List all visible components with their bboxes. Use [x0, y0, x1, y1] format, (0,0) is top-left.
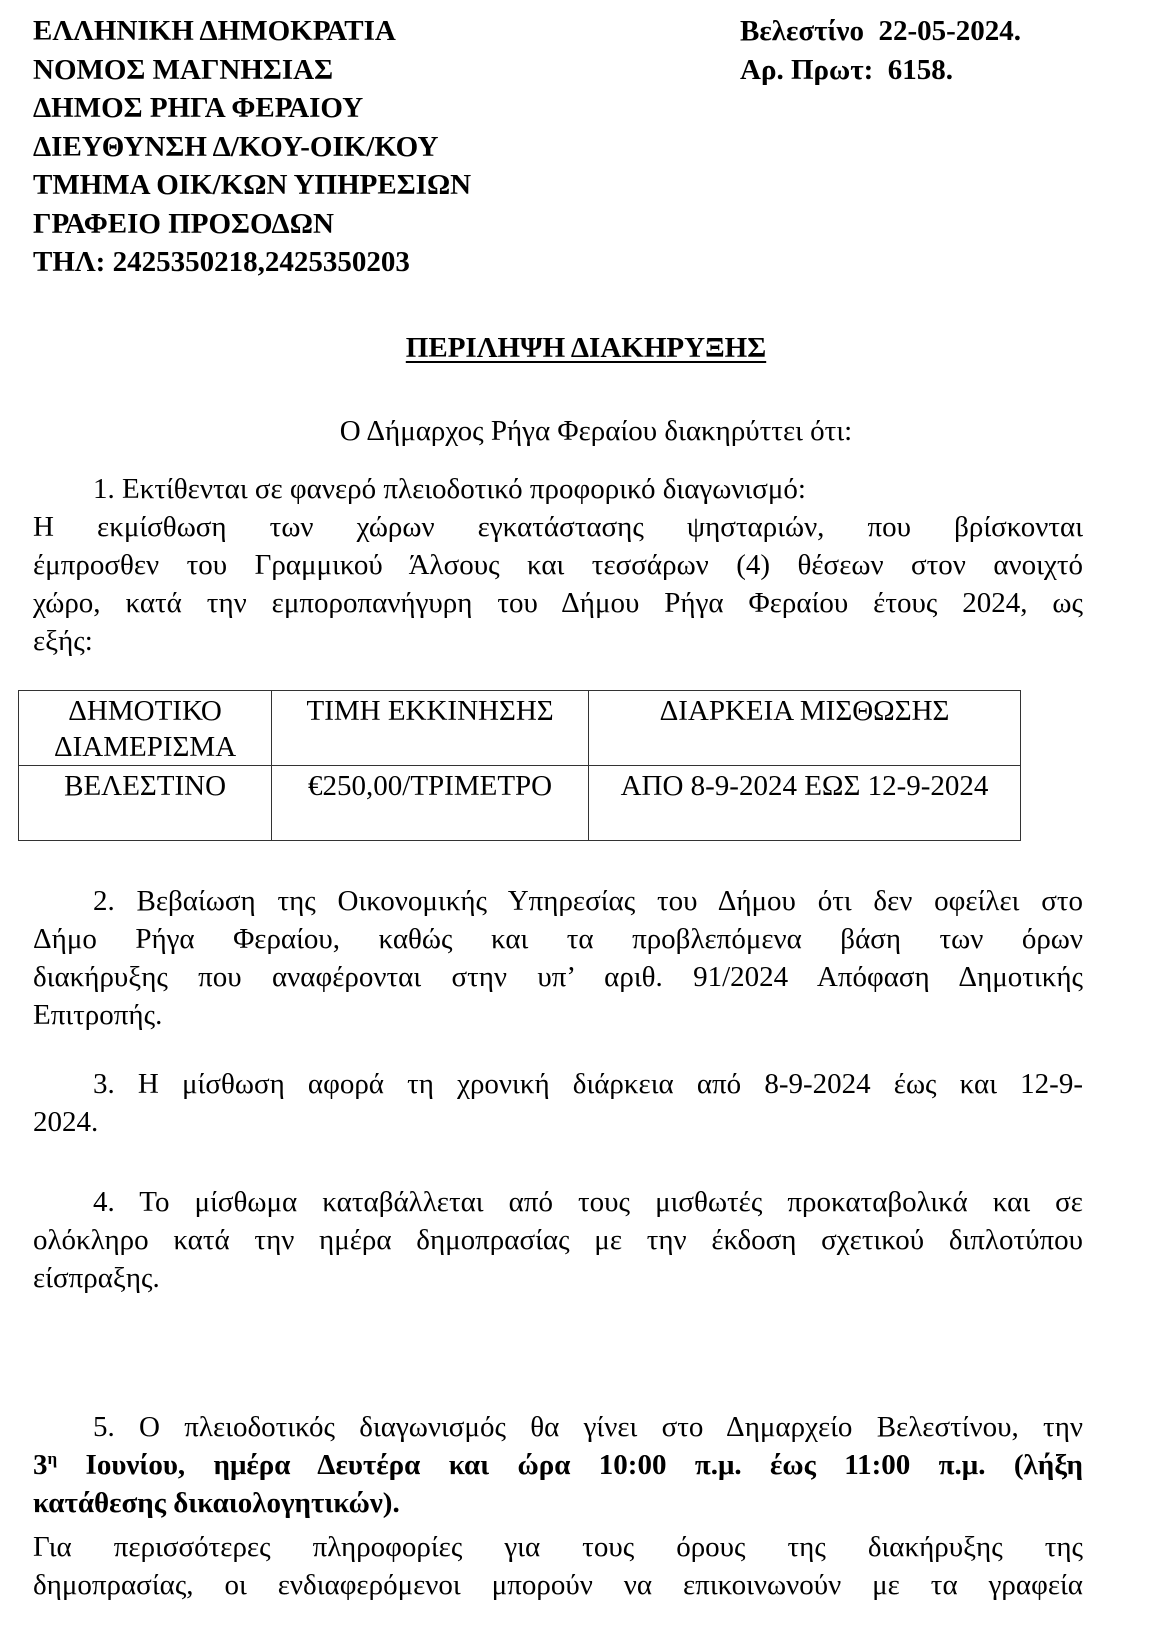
item-2-line: Επιτροπής.: [33, 999, 163, 1031]
cell-starting-price: €250,00/ΤΡΙΜΕΤΡΟ: [272, 766, 589, 841]
info-line: δημοπρασίας, οι ενδιαφερόμενοι μπορούν να επικοινωνούν με τα γραφεία: [33, 1569, 1083, 1601]
issuer-line: ΕΛΛΗΝΙΚΗ ΔΗΜΟΚΡΑΤΙΑ: [33, 15, 396, 47]
issuer-line: ΔΙΕΥΘΥΝΣΗ Δ/ΚΟΥ-ΟΙΚ/ΚΟΥ: [33, 130, 439, 163]
item-3-line: 2024.: [33, 1106, 99, 1138]
issuer-line: ΤΜΗΜΑ ΟΙΚ/ΚΩΝ ΥΠΗΡΕΣΙΩΝ: [33, 169, 472, 201]
place-date: Βελεστίνο 22-05-2024.: [740, 15, 1022, 47]
issuer-line: ΔΗΜΟΣ ΡΗΓΑ ΦΕΡΑΙΟΥ: [33, 92, 364, 124]
item-5-bold-line: κατάθεσης δικαιολογητικών).: [33, 1487, 400, 1519]
item-2-line: 2. Βεβαίωση της Οικονομικής Υπηρεσίας του Δήμου ότι δεν οφείλει στο: [93, 885, 1083, 917]
table-header-row: [19, 691, 1021, 766]
item-5-line: 5. Ο πλειοδοτικός διαγωνισμός θα γίνει στο Δημαρχείο Βελεστίνου, την: [93, 1411, 1083, 1443]
column-header-starting-price: ΤΙΜΗ ΕΚΚΙΝΗΣΗΣ: [272, 691, 589, 766]
item-4-line: 4. Το μίσθωμα καταβάλλεται από τους μισθωτές προκαταβολικά και σε: [93, 1186, 1083, 1218]
item-2-line: Δήμο Ρήγα Φεραίου, καθώς και τα προβλεπόμενα βάση των όρων: [33, 923, 1083, 955]
issuer-line: ΓΡΑΦΕΙΟ ΠΡΟΣΟΔΩΝ: [33, 207, 334, 240]
item-1-line: εξής:: [33, 625, 93, 657]
item-2-line: διακήρυξης που αναφέρονται στην υπ’ αριθ. 91/2024 Απόφαση Δημοτικής: [33, 961, 1083, 993]
item-3-line: 3. Η μίσθωση αφορά τη χρονική διάρκεια από 8-9-2024 έως και 12-9-: [93, 1068, 1083, 1100]
item-5-bold-line: [33, 1446, 1083, 1484]
item-1-line: έμπροσθεν του Γραμμικού Άλσους και τεσσάρων (4) θέσεων στον ανοιχτό: [33, 549, 1083, 581]
issuer-block: [33, 12, 471, 282]
date-protocol-block: [740, 12, 1021, 89]
cell-district: ΒΕΛΕΣΤΙΝΟ: [19, 766, 272, 841]
auction-date-time: Ιουνίου, ημέρα Δευτέρα και ώρα 10:00 π.μ. έως 11:00 π.μ. (λήξη: [57, 1449, 1083, 1481]
document-title: ΠΕΡΙΛΗΨΗ ΔΙΑΚΗΡΥΞΗΣ: [405, 332, 767, 364]
intro-statement: Ο Δήμαρχος Ρήγα Φεραίου διακηρύττει ότι:: [339, 415, 853, 447]
cell-lease-duration: ΑΠΟ 8-9-2024 ΕΩΣ 12-9-2024: [589, 766, 1021, 841]
item-4: [33, 1183, 1083, 1297]
item-1-line: 1. Εκτίθενται σε φανερό πλειοδοτικό προφορικό διαγωνισμό:: [93, 473, 806, 505]
item-4-line: είσπραξης.: [33, 1262, 160, 1294]
item-1-line: χώρο, κατά την εμποροπανήγυρη του Δήμου Ρήγα Φεραίου έτους 2024, ως: [33, 587, 1083, 619]
auction-day: 3: [33, 1449, 48, 1481]
item-5: [33, 1408, 1083, 1522]
column-header-lease-duration: ΔΙΑΡΚΕΙΑ ΜΙΣΘΩΣΗΣ: [589, 691, 1021, 766]
item-4-line: ολόκληρο κατά την ημέρα δημοπρασίας με την έκδοση σχετικού διπλοτύπου: [33, 1224, 1083, 1256]
table-row: [19, 766, 1021, 841]
protocol-number: Αρ. Πρωτ: 6158.: [740, 53, 954, 86]
item-1-line: Η εκμίσθωση των χώρων εγκατάστασης ψησταριών, που βρίσκονται: [33, 511, 1083, 543]
info-paragraph: [33, 1528, 1083, 1604]
issuer-phone: ΤΗΛ: 2425350218,2425350203: [33, 246, 410, 278]
info-line: Για περισσότερες πληροφορίες για τους όρους της διακήρυξης της: [33, 1531, 1083, 1563]
ordinal-suffix: η: [47, 1449, 58, 1468]
item-2: [33, 882, 1083, 1034]
item-1: [33, 470, 1083, 660]
item-3: [33, 1065, 1083, 1141]
pricing-table: [18, 690, 1021, 841]
column-header-district: ΔΗΜΟΤΙΚΟ ΔΙΑΜΕΡΙΣΜΑ: [19, 691, 272, 766]
issuer-line: ΝΟΜΟΣ ΜΑΓΝΗΣΙΑΣ: [33, 53, 334, 86]
